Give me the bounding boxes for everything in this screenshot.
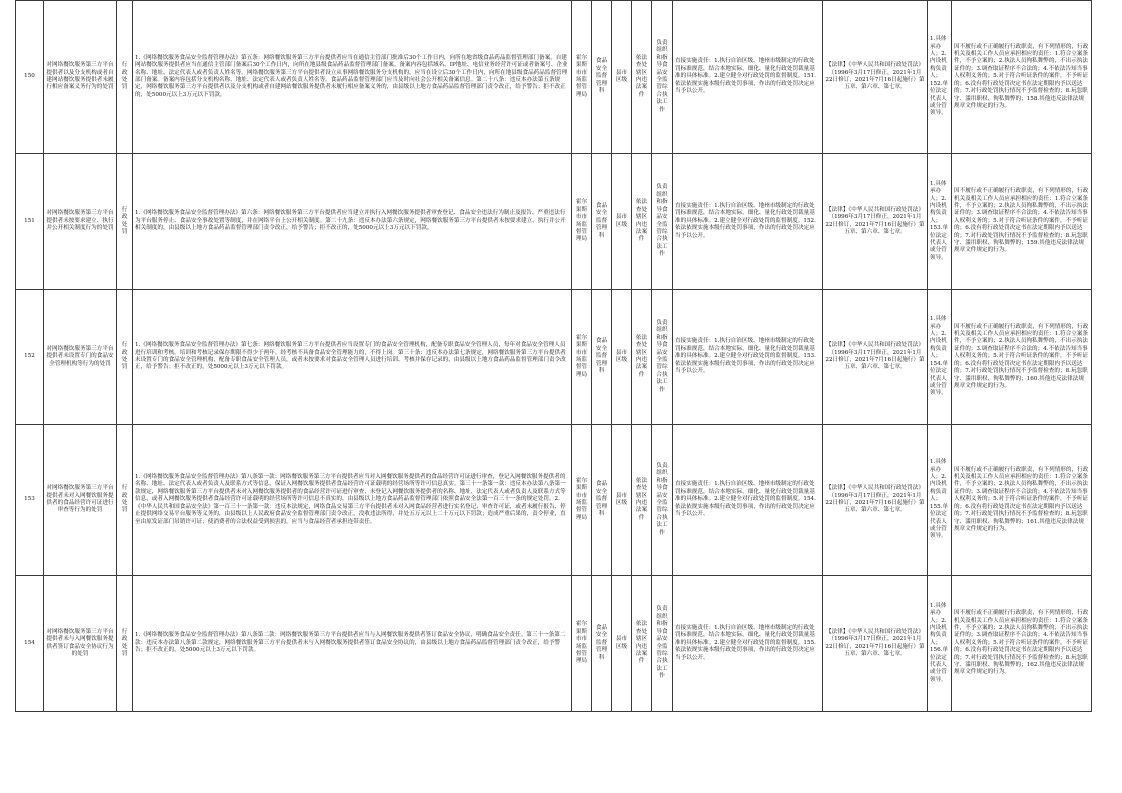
supervision-duty: 负责组织和指导食品安全监管综合执法工作 bbox=[652, 1, 673, 154]
implementing-department: 霍尔果斯市市场监督管理局 bbox=[572, 576, 592, 712]
implementation-responsibility: 直接实施责任：1.执行自治区级、地州市级制定的行政处罚标准规范，结合本地实际，细化、量化行政处罚裁量基准的具体标准。2.建立健全对行政处罚的监督制度。154.依法依规实施本级行政处罚事项，作出的行政处罚决定应当予以公开。 bbox=[673, 425, 823, 576]
accountability-law: 【法律】《中华人民共和国行政处罚法》（1996年3月17日修正，2021年1月22日修订，2021年7月16日起施行）第五章、第六章、第七章。 bbox=[823, 154, 928, 290]
supervision-duty: 负责组织和指导食品安全监管综合执法工作 bbox=[652, 425, 673, 576]
responsible-persons: 1.具体承办人；2.内设机构负责人；154.单位法定代表人或分管领导。 bbox=[928, 290, 952, 425]
exercise-scope: 依法查处辖区内违法案件 bbox=[632, 154, 652, 290]
exercise-scope: 依法查处辖区内违法案件 bbox=[632, 425, 652, 576]
responsibility-table bbox=[15, 0, 1092, 712]
supervision-duty: 负责组织和指导食品安全监管综合执法工作 bbox=[652, 154, 673, 290]
table-row bbox=[16, 425, 1092, 576]
responsible-persons: 1.具体承办人；2.内设机构负责人；155.单位法定代表人或分管领导。 bbox=[928, 425, 952, 576]
exercise-scope: 依法查处辖区内违法案件 bbox=[632, 1, 652, 154]
accountability-cases: 因不履行或不正确履行行政职责，有下列情形的，行政机关及相关工作人员应承担相应的责任：1.符合立案条件，不予立案的；2.执法人员徇私舞弊的，不出示执法证件的；3.调查取证程序不合法的；4.不依法告知当事人权利义务的；5.对于符合听证条件的案件，不予听证的；6.没有将行政处罚决定书在法定期限内予以送达的；7.对行政处罚执行情况不予监督检查的；8.玩忽职守、滥用职权、徇私舞弊的；158.其他违反法律法规规章文件规定的行为。 bbox=[952, 1, 1092, 154]
table-row bbox=[16, 154, 1092, 290]
item-name: 对网络餐饮服务第三方平台提供者未与入网餐饮服务提供者签订食品安全协议行为的处罚 bbox=[44, 576, 117, 712]
exercise-level: 县市区级 bbox=[612, 1, 632, 154]
legal-basis: 1.《网络餐饮服务食品安全监督管理办法》第七条：网络餐饮服务第三方平台提供者应当设置专门的食品安全管理机构，配备专职食品安全管理人员，每年对食品安全管理人员进行培训和考核。培训和考核记录保存期限不得少于两年。经考核不具备食品安全管理能力的，不得上岗。第三十条：违反本办法第七条规定，网络餐饮服务第三方平台提供者未设置专门的食品安全管理机构，配备专职食品安全管理人员，或者未按要求对食品安全管理人员进行培训、考核并保存记录的，由县级以上地方食品药品监督管理部门责令改正，给予警告；拒不改正的，处5000元以上3万元以下罚款。 bbox=[133, 290, 572, 425]
item-name: 对网络餐饮服务第三方平台提供者未按要求建立、执行并公开相关制度行为的处罚 bbox=[44, 154, 117, 290]
row-number: 151 bbox=[16, 154, 44, 290]
responsible-persons: 1.具体承办人；2.内设机构负责人；156.单位法定代表人或分管领导。 bbox=[928, 576, 952, 712]
accountability-law: 【法律】《中华人民共和国行政处罚法》（1996年3月17日修正，2021年1月22日修订，2021年7月16日起施行）第五章、第六章、第七章。 bbox=[823, 576, 928, 712]
table-row bbox=[16, 576, 1092, 712]
exercise-scope: 依法查处辖区内违法案件 bbox=[632, 290, 652, 425]
legal-basis: 1.《网络餐饮服务食品安全监督管理办法》第八条第一款：网络餐饮服务第三方平台提供者应当对入网餐饮服务提供者的食品经营许可证进行审查，登记入网餐饮服务提供者的名称、地址、法定代表人或者负责人及联系方式等信息，保证入网餐饮服务提供者食品经营许可证载明的经营场所等许可信息真实。第三十一条第一款：违反本办法第八条第一款规定，网络餐饮服务第三方平台提供者未对入网餐饮服务提供者的食品经营许可证进行审查，未登记入网餐饮服务提供者的名称、地址、法定代表人或者负责人及联系方式等信息，或者入网餐饮服务提供者食品经营许可证载明的经营场所等许可信息不真实的，由县级以上地方食品药品监督管理部门依照食品安全法第一百三十一条的规定处罚。2.《中华人民共和国食品安全法》第一百三十一条第一款：违反本法规定，网络食品交易第三方平台提供者未对入网食品经营者进行实名登记、审查许可证，或者未履行报告、停止提供网络交易平台服务等义务的，由县级以上人民政府食品安全监督管理部门责令改正，没收违法所得，并处五万元以上二十万元以下罚款；造成严重后果的，责令停业，直至由原发证部门吊销许可证；使消费者的合法权益受到损害的，应当与食品经营者承担连带责任。 bbox=[133, 425, 572, 576]
item-category: 行政处罚 bbox=[117, 290, 133, 425]
exercise-level: 县市区级 bbox=[612, 290, 632, 425]
item-category: 行政处罚 bbox=[117, 425, 133, 576]
table-row bbox=[16, 1, 1092, 154]
implementation-responsibility: 直接实施责任：1.执行自治区级、地州市级制定的行政处罚标准规范，结合本地实际，细化、量化行政处罚裁量基准的具体标准。2.建立健全对行政处罚的监督制度。153.依法依规实施本级行政处罚事项，作出的行政处罚决定应当予以公开。 bbox=[673, 290, 823, 425]
exercise-level: 县市区级 bbox=[612, 576, 632, 712]
responsible-office: 食品安全监督管理科 bbox=[592, 154, 612, 290]
item-category: 行政处罚 bbox=[117, 154, 133, 290]
legal-basis: 1.《网络餐饮服务食品安全监督管理办法》第六条：网络餐饮服务第三方平台提供者应当建立并执行入网餐饮服务提供者审查登记、食品安全违法行为制止及报告、严重违法行为平台服务停止、食品安全事故处置等制度，并在网络平台上公开相关制度。第二十九条：违反本办法第六条规定，网络餐饮服务第三方平台提供者未按要求建立、执行并公开相关制度的，由县级以上地方食品药品监督管理部门责令改正，给予警告；拒不改正的，处5000元以上3万元以下罚款。 bbox=[133, 154, 572, 290]
accountability-cases: 因不履行或不正确履行行政职责，有下列情形的，行政机关及相关工作人员应承担相应的责任：1.符合立案条件，不予立案的；2.执法人员徇私舞弊的，不出示执法证件的；3.调查取证程序不合法的；4.不依法告知当事人权利义务的；5.对于符合听证条件的案件，不予听证的；6.没有将行政处罚决定书在法定期限内予以送达的；7.对行政处罚执行情况不予监督检查的；8.玩忽职守、滥用职权、徇私舞弊的；162.其他违反法律法规规章文件规定的行为。 bbox=[952, 576, 1092, 712]
exercise-level: 县市区级 bbox=[612, 154, 632, 290]
legal-basis: 1.《网络餐饮服务食品安全监督管理办法》第五条：网络餐饮服务第三方平台提供者应当在通信主管部门批准后30个工作日内，向所在地省级食品药品监督管理部门备案。自建网站餐饮服务提供者应当在通信主管部门备案后30个工作日内，向所在地县级食品药品监督管理部门备案。备案内容包括域名、IP地址、电信业务经营许可证或者备案号、企业名称、地址、法定代表人或者负责人姓名等。网络餐饮服务第三方平台提供者设立从事网络餐饮服务分支机构的，应当在设立后30个工作日内，向所在地县级食品药品监督管理部门备案。备案内容包括分支机构名称、地址、法定代表人或者负责人姓名等。食品药品监督管理部门应当及时向社会公开相关备案信息。第二十八条：违反本办法第五条规定，网络餐饮服务第三方平台提供者以及分支机构或者自建网站餐饮服务提供者未履行相应备案义务的，由县级以上地方食品药品监督管理部门责令改正，给予警告；拒不改正的，处5000元以上3万元以下罚款。 bbox=[133, 1, 572, 154]
implementing-department: 霍尔果斯市市场监督管理局 bbox=[572, 425, 592, 576]
row-number: 154 bbox=[16, 576, 44, 712]
item-category: 行政处罚 bbox=[117, 1, 133, 154]
accountability-law: 【法律】《中华人民共和国行政处罚法》（1996年3月17日修正，2021年1月22日修订，2021年7月16日起施行）第五章、第六章、第七章。 bbox=[823, 1, 928, 154]
responsible-office: 食品安全监督管理科 bbox=[592, 1, 612, 154]
table-row bbox=[16, 290, 1092, 425]
supervision-duty: 负责组织和指导食品安全监管综合执法工作 bbox=[652, 576, 673, 712]
exercise-level: 县市区级 bbox=[612, 425, 632, 576]
implementation-responsibility: 直接实施责任：1.执行自治区级、地州市级制定的行政处罚标准规范，结合本地实际，细化、量化行政处罚裁量基准的具体标准。2.建立健全对行政处罚的监督制度。152.依法依规实施本级行政处罚事项，作出的行政处罚决定应当予以公开。 bbox=[673, 154, 823, 290]
item-name: 对网络餐饮服务第三方平台提供者未对入网餐饮服务提供者的食品经营许可证进行审查等行为的处罚 bbox=[44, 425, 117, 576]
responsible-persons: 1.具体承办人；2.内设机构负责人；153.单位法定代表人或分管领导。 bbox=[928, 154, 952, 290]
table-body bbox=[16, 1, 1092, 712]
item-category: 行政处罚 bbox=[117, 576, 133, 712]
legal-basis: 1.《网络餐饮服务食品安全监督管理办法》第八条第二款：网络餐饮服务第三方平台提供者应当与入网餐饮服务提供者签订食品安全协议，明确食品安全责任。第三十一条第二款：违反本办法第八条第二款规定，网络餐饮服务第三方平台提供者未与入网餐饮服务提供者签订食品安全协议的，由县级以上地方食品药品监督管理部门责令改正，给予警告；拒不改正的，处5000元以上3万元以下罚款。 bbox=[133, 576, 572, 712]
implementation-responsibility: 直接实施责任：1.执行自治区级、地州市级制定的行政处罚标准规范，结合本地实际，细化、量化行政处罚裁量基准的具体标准。2.建立健全对行政处罚的监督制度。155.依法依规实施本级行政处罚事项，作出的行政处罚决定应当予以公开。 bbox=[673, 576, 823, 712]
item-name: 对网络餐饮服务第三方平台提供者未设置专门的食品安全管理机构等行为的处罚 bbox=[44, 290, 117, 425]
implementation-responsibility: 直接实施责任：1.执行自治区级、地州市级制定的行政处罚标准规范，结合本地实际，细化、量化行政处罚裁量基准的具体标准。2.建立健全对行政处罚的监督制度。151.依法依规实施本级行政处罚事项，作出的行政处罚决定应当予以公开。 bbox=[673, 1, 823, 154]
row-number: 152 bbox=[16, 290, 44, 425]
accountability-law: 【法律】《中华人民共和国行政处罚法》（1996年3月17日修正，2021年1月22日修订，2021年7月16日起施行）第五章、第六章、第七章。 bbox=[823, 425, 928, 576]
responsible-persons: 1.具体承办人；2.内设机构负责人；152.单位法定代表人或分管领导。 bbox=[928, 1, 952, 154]
implementing-department: 霍尔果斯市市场监督管理局 bbox=[572, 290, 592, 425]
responsible-office: 食品安全监督管理科 bbox=[592, 576, 612, 712]
exercise-scope: 依法查处辖区内违法案件 bbox=[632, 576, 652, 712]
responsible-office: 食品安全监督管理科 bbox=[592, 290, 612, 425]
row-number: 153 bbox=[16, 425, 44, 576]
responsible-office: 食品安全监督管理科 bbox=[592, 425, 612, 576]
item-name: 对网络餐饮服务第三方平台提供者以及分支机构或者自建网站餐饮服务提供者未履行相应备案义务行为的处罚 bbox=[44, 1, 117, 154]
implementing-department: 霍尔果斯市市场监督管理局 bbox=[572, 154, 592, 290]
accountability-cases: 因不履行或不正确履行行政职责，有下列情形的，行政机关及相关工作人员应承担相应的责任：1.符合立案条件，不予立案的；2.执法人员徇私舞弊的，不出示执法证件的；3.调查取证程序不合法的；4.不依法告知当事人权利义务的；5.对于符合听证条件的案件，不予听证的；6.没有将行政处罚决定书在法定期限内予以送达的；7.对行政处罚执行情况不予监督检查的；8.玩忽职守、滥用职权、徇私舞弊的；161.其他违反法律法规规章文件规定的行为。 bbox=[952, 425, 1092, 576]
implementing-department: 霍尔果斯市市场监督管理局 bbox=[572, 1, 592, 154]
supervision-duty: 负责组织和指导食品安全监管综合执法工作 bbox=[652, 290, 673, 425]
accountability-law: 【法律】《中华人民共和国行政处罚法》（1996年3月17日修正，2021年1月22日修订，2021年7月16日起施行）第五章、第六章、第七章。 bbox=[823, 290, 928, 425]
row-number: 150 bbox=[16, 1, 44, 154]
accountability-cases: 因不履行或不正确履行行政职责，有下列情形的，行政机关及相关工作人员应承担相应的责任：1.符合立案条件，不予立案的；2.执法人员徇私舞弊的，不出示执法证件的；3.调查取证程序不合法的；4.不依法告知当事人权利义务的；5.对于符合听证条件的案件，不予听证的；6.没有将行政处罚决定书在法定期限内予以送达的；7.对行政处罚执行情况不予监督检查的；8.玩忽职守、滥用职权、徇私舞弊的；159.其他违反法律法规规章文件规定的行为。 bbox=[952, 154, 1092, 290]
accountability-cases: 因不履行或不正确履行行政职责，有下列情形的，行政机关及相关工作人员应承担相应的责任：1.符合立案条件，不予立案的；2.执法人员徇私舞弊的，不出示执法证件的；3.调查取证程序不合法的；4.不依法告知当事人权利义务的；5.对于符合听证条件的案件，不予听证的；6.没有将行政处罚决定书在法定期限内予以送达的；7.对行政处罚执行情况不予监督检查的；8.玩忽职守、滥用职权、徇私舞弊的；160.其他违反法律法规规章文件规定的行为。 bbox=[952, 290, 1092, 425]
